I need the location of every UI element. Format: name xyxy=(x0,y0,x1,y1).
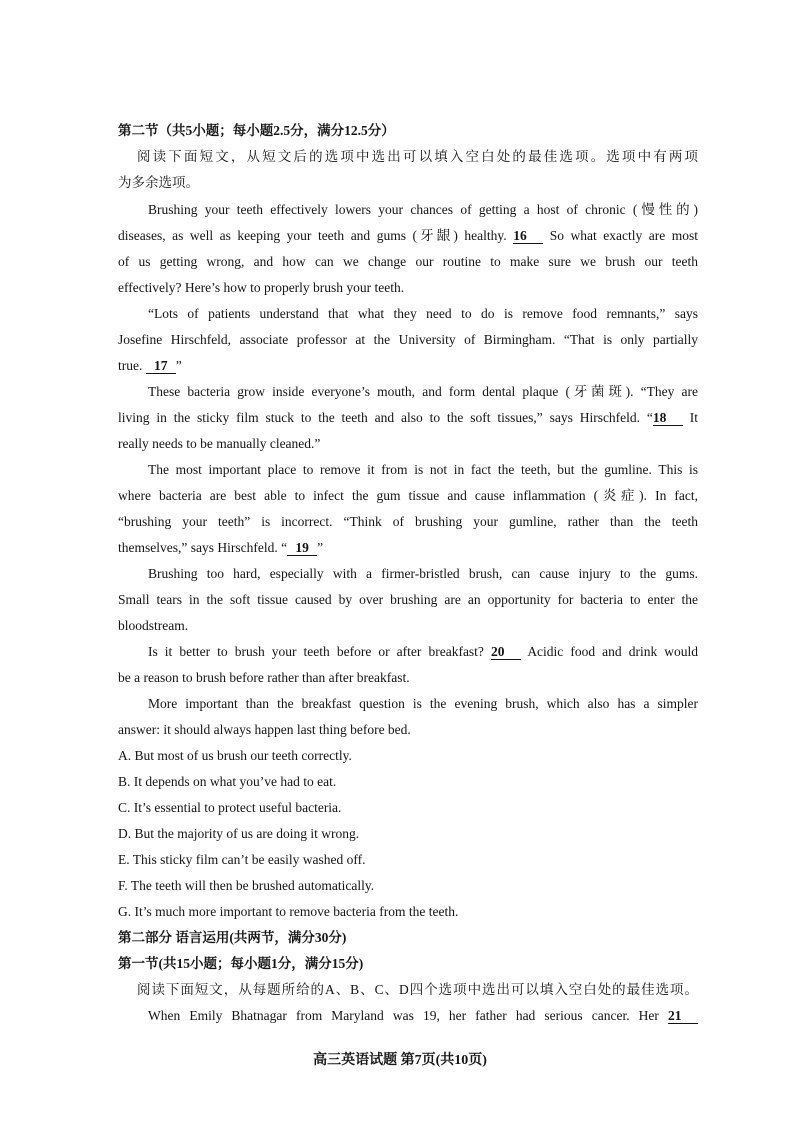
passage-text: When Emily Bhatnagar from Maryland was 19, her father had serious cancer. Her xyxy=(148,1008,659,1023)
passage-text: Acidic food and drink would xyxy=(527,644,698,659)
blank-19: 19 xyxy=(287,540,317,556)
passage-line xyxy=(148,1007,698,1025)
passage-line xyxy=(118,227,698,245)
passage-line: More important than the breakfast question is the evening brush, which also has a simpler xyxy=(148,696,698,711)
passage-line xyxy=(148,643,698,661)
option-c: C. It’s essential to protect useful bacteria. xyxy=(118,800,342,815)
passage-text: themselves,” says Hirschfeld. “ xyxy=(118,540,288,555)
option-g: G. It’s much more important to remove bacteria from the teeth. xyxy=(118,904,459,919)
passage-line: “Lots of patients understand that what they need to do is remove food remnants,” says xyxy=(148,306,698,321)
section-heading: 第二节（共5小题；每小题2.5分，满分12.5分） xyxy=(118,123,395,138)
passage-line: Brushing too hard, especially with a firmer-bristled brush, can cause injury to the gums. xyxy=(148,566,698,581)
passage-line: Josefine Hirschfeld, associate professor at the University of Birmingham. “That is only partially xyxy=(118,332,698,347)
section-instruction: 阅读下面短文，从短文后的选项中选出可以填入空白处的最佳选项。选项中有两项 xyxy=(137,149,698,164)
passage-text: So what exactly are most xyxy=(549,228,698,243)
blank-20: 20 xyxy=(491,644,521,660)
passage-line xyxy=(118,539,698,557)
passage-line: bloodstream. xyxy=(118,618,189,633)
passage-text: It xyxy=(689,410,698,425)
part-heading: 第二部分 语言运用(共两节，满分30分) xyxy=(118,930,347,945)
passage-line: Brushing your teeth effectively lowers your chances of getting a host of chronic (慢性的) xyxy=(148,202,698,217)
passage-line: where bacteria are best able to infect the gum tissue and cause inflammation (炎症). In fact, xyxy=(118,488,698,503)
part-instruction: 阅读下面短文，从每题所给的A、B、C、D四个选项中选出可以填入空白处的最佳选项。 xyxy=(137,982,698,997)
option-d: D. But the majority of us are doing it wrong. xyxy=(118,826,360,841)
passage-line: These bacteria grow inside everyone’s mouth, and form dental plaque (牙菌斑). “They are xyxy=(148,384,698,399)
passage-text: living in the sticky film stuck to the teeth and also to the soft tissues,” says Hirschfeld. “ xyxy=(118,410,653,425)
option-f: F. The teeth will then be brushed automatically. xyxy=(118,878,375,893)
passage-line: The most important place to remove it from is not in fact the teeth, but the gumline. This is xyxy=(148,462,698,477)
passage-line xyxy=(118,357,698,375)
passage-text: ” xyxy=(175,358,182,373)
blank-18: 18 xyxy=(653,410,683,426)
subsection-heading: 第一节(共15小题；每小题1分，满分15分) xyxy=(118,956,364,971)
passage-line: Small tears in the soft tissue caused by over brushing are an opportunity for bacteria to enter the xyxy=(118,592,698,607)
passage-line: answer: it should always happen last thing before bed. xyxy=(118,722,411,737)
passage-line: really needs to be manually cleaned.” xyxy=(118,436,321,451)
passage-line: “brushing your teeth” is incorrect. “Think of brushing your gumline, rather than the teeth xyxy=(118,514,698,529)
page-footer: 高三英语试题 第7页(共10页) xyxy=(313,1053,487,1068)
passage-text: diseases, as well as keeping your teeth and gums (牙龈) healthy. xyxy=(118,228,507,243)
section-instruction-cont: 为多余选项。 xyxy=(118,175,199,190)
passage-text: ” xyxy=(317,540,324,555)
passage-line: be a reason to brush before rather than after breakfast. xyxy=(118,670,410,685)
blank-16: 16 xyxy=(513,228,543,244)
option-b: B. It depends on what you’ve had to eat. xyxy=(118,774,337,789)
passage-text: Is it better to brush your teeth before or after breakfast? xyxy=(148,644,484,659)
passage-line xyxy=(118,409,698,427)
blank-21: 21 xyxy=(668,1008,698,1024)
passage-line: of us getting wrong, and how can we change our routine to make sure we brush our teeth xyxy=(118,254,698,269)
option-a: A. But most of us brush our teeth correctly. xyxy=(118,748,352,763)
passage-text: true. xyxy=(118,358,143,373)
passage-line: effectively? Here’s how to properly brush your teeth. xyxy=(118,280,405,295)
blank-17: 17 xyxy=(146,358,176,374)
option-e: E. This sticky film can’t be easily washed off. xyxy=(118,852,366,867)
